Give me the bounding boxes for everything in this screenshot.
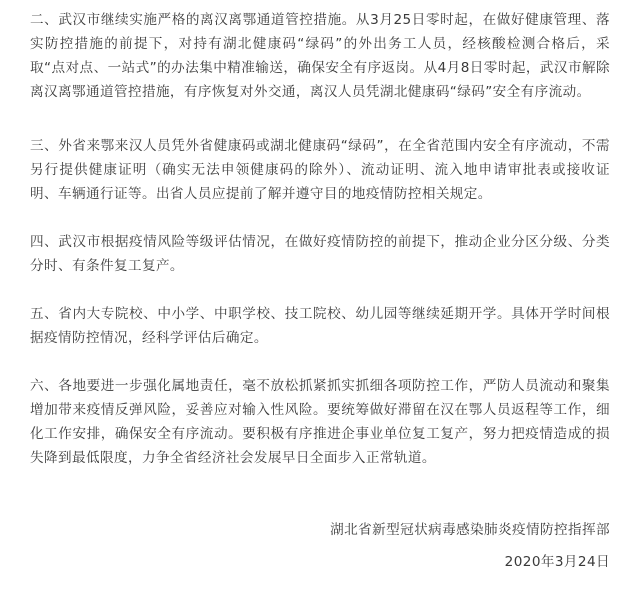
paragraph-5: 五、省内大专院校、中小学、中职学校、技工院校、幼儿园等继续延期开学。具体开学时间根据疫情防控情况，经科学评估后确定。 bbox=[30, 306, 610, 346]
signature-block bbox=[330, 518, 610, 582]
paragraph-2: 二、武汉市继续实施严格的离汉离鄂通道管控措施。从3月25日零时起，在做好健康管理、落实防控措施的前提下，对持有湖北健康码“绿码”的外出务工人员，经核酸检测合格后，采取“点对点、一站式”的办法集中精准输送，确保安全有序返岗。从4月8日零时起，武汉市解除离汉离鄂通道管控措施，有序恢复对外交通，离汉人员凭湖北健康码“绿码”安全有序流动。 bbox=[30, 12, 610, 100]
issue-date: 2020年3月24日 bbox=[504, 554, 610, 570]
issuer-name: 湖北省新型冠状病毒感染肺炎疫情防控指挥部 bbox=[330, 522, 610, 538]
paragraph-4: 四、武汉市根据疫情风险等级评估情况，在做好疫情防控的前提下，推动企业分区分级、分类分时、有条件复工复产。 bbox=[30, 234, 610, 274]
paragraph-3: 三、外省来鄂来汉人员凭外省健康码或湖北健康码“绿码”，在全省范围内安全有序流动，不需另行提供健康证明（确实无法申领健康码的除外）、流动证明、流入地申请审批表或接收证明、车辆通行证等。出省人员应提前了解并遵守目的地疫情防控相关规定。 bbox=[30, 138, 610, 202]
paragraph-6: 六、各地要进一步强化属地责任，毫不放松抓紧抓实抓细各项防控工作，严防人员流动和聚集增加带来疫情反弹风险，妥善应对输入性风险。要统筹做好滞留在汉在鄂人员返程等工作，细化工作安排，确保安全有序流动。要积极有序推进企事业单位复工复产，努力把疫情造成的损失降到最低限度，力争全省经济社会发展早日全面步入正常轨道。 bbox=[30, 378, 610, 466]
